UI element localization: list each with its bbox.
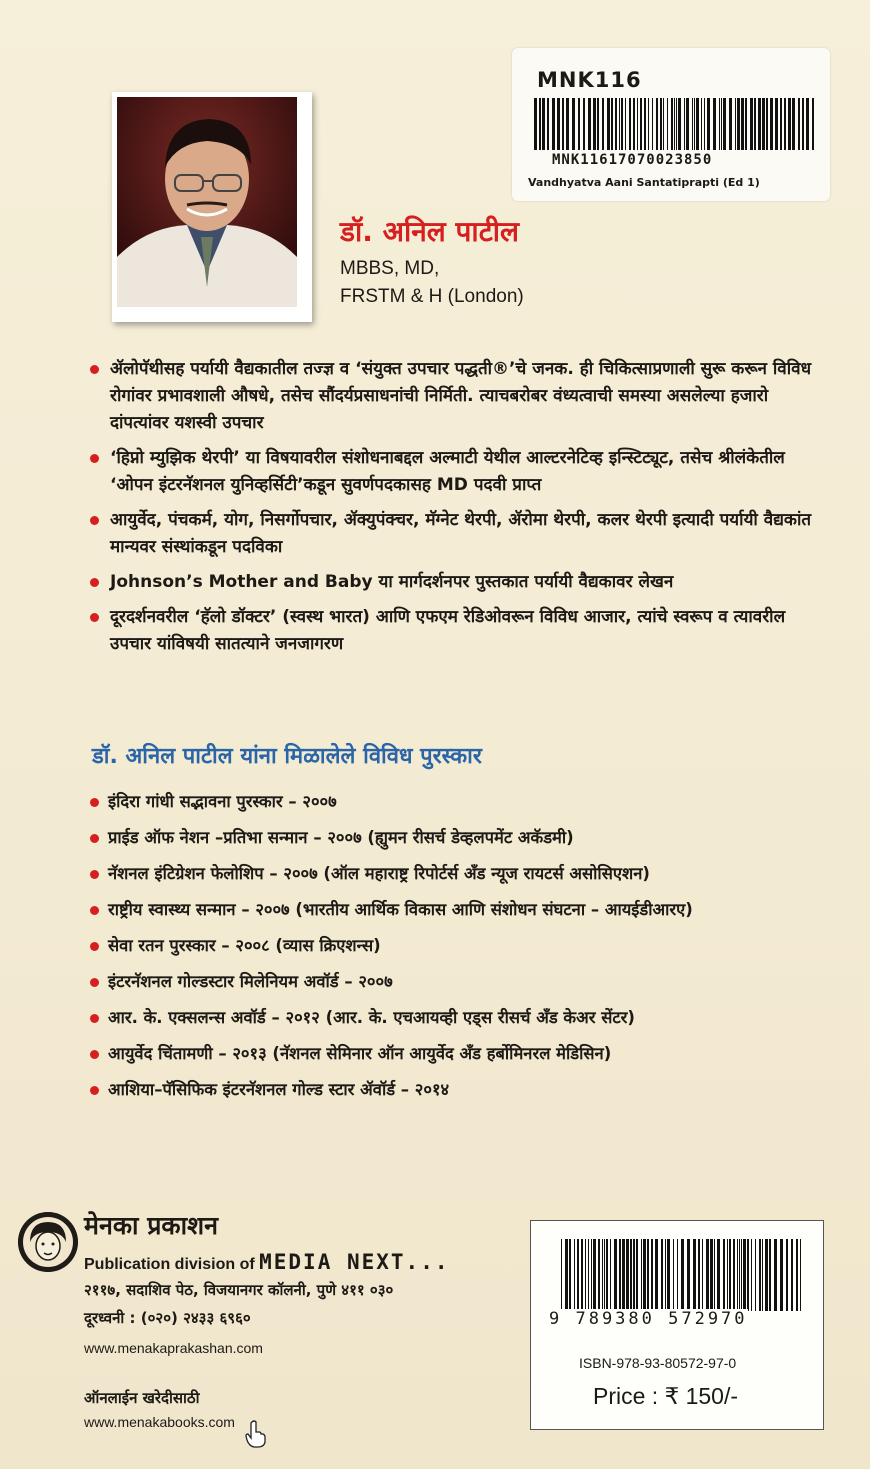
list-item: Johnson’s Mother and Baby या मार्गदर्शनपर पुस्तकात पर्यायी वैद्यकावर लेखन [90,569,830,596]
hand-pointer-icon [244,1420,266,1448]
list-item: आर. के. एक्सलन्स अवॉर्ड – २०१२ (आर. के. एचआयव्ही एड्स रीसर्च अँड केअर सेंटर) [90,1004,830,1032]
list-item: आयुर्वेद, पंचकर्म, योग, निसर्गोपचार, ॲक्युपंक्चर, मॅग्नेट थेरपी, ॲरोमा थेरपी, कलर थेरपी इत्यादी पर्यायी वैद्यकांत मान्यवर संस्थांकडून पदविका [90,507,830,561]
barcode-bar [733,1239,735,1311]
barcode-bar [686,98,689,150]
barcode-bar [739,1239,740,1311]
barcode-bar [648,98,649,150]
barcode-bar [762,1239,763,1311]
barcode-bar [661,1239,663,1311]
barcode-bar [745,98,747,150]
barcode-bar [714,1239,715,1311]
barcode-bar [588,1239,589,1311]
barcode-bar [534,98,537,150]
barcode-bar [625,98,626,150]
barcode-bar [780,1239,783,1311]
book-price: Price : ₹ 150/- [593,1383,739,1409]
barcode-bar [619,98,620,150]
barcode-bar [701,98,702,150]
barcode-bar [593,98,596,150]
author-photo [112,92,312,322]
barcode-bar [788,98,791,150]
barcode-bar [660,98,662,150]
barcode-bar [674,98,675,150]
barcode-bar [552,98,555,150]
barcode-bar [611,98,613,150]
barcode-bar [743,1239,746,1311]
barcode-bar [644,98,646,150]
barcode-bar [577,1239,579,1311]
list-item: राष्ट्रीय स्वास्थ्य सन्मान – २००७ (भारतीय आर्थिक विकास आणि संशोधन संघटना – आयईडीआरए) [90,896,830,924]
list-item: आयुर्वेद चिंतामणी – २०१३ (नॅशनल सेमिनार ऑन आयुर्वेद अँड हर्बोमिनरल मेडिसिन) [90,1040,830,1068]
barcode-bar [678,98,681,150]
publisher-division: Publication division of MEDIA NEXT... [84,1250,450,1274]
barcode-bar [713,98,716,150]
barcode-bar [775,98,778,150]
media-next-brand: MEDIA NEXT... [259,1250,450,1274]
barcode-bar [786,1239,788,1311]
barcode-bar [640,98,642,150]
sticker-code: MNK116 [537,68,642,92]
barcode-bar [687,1239,690,1311]
barcode-bar [741,98,744,150]
barcode-bar [597,98,599,150]
barcode-bar [723,1239,725,1311]
barcode-bar [630,1239,632,1311]
list-item: इंटरनॅशनल गोल्डस्टार मिलेनियम अवॉर्ड – २००७ [90,968,830,996]
barcode-bar [667,1239,670,1311]
barcode-bar [665,1239,666,1311]
barcode-bar [598,1239,600,1311]
publisher-address: २११७, सदाशिव पेठ, विजयानगर कॉलनी, पुणे ४११ ०३० [84,1281,394,1299]
barcode-bar [723,98,726,150]
publisher-website: www.menakaprakashan.com [84,1340,263,1356]
barcode-bar [774,1239,777,1311]
barcode-bar [651,1239,653,1311]
barcode-bar [698,1239,700,1311]
barcode-bar [671,98,673,150]
barcode-bar [802,98,804,150]
barcode-bar [606,1239,608,1311]
inventory-sticker [512,48,830,201]
barcode-bar [717,1239,720,1311]
barcode-bar [641,1239,642,1311]
barcode-bar [737,98,740,150]
barcode-bar [784,98,786,150]
barcode-bar [704,98,705,150]
barcode-bar [721,98,722,150]
barcode-bar [547,98,549,150]
barcode-bar [796,1239,798,1311]
barcode-bar [759,1239,761,1311]
barcode-bar [710,1239,713,1311]
barcode-bar [562,98,564,150]
barcode-bar [655,1239,658,1311]
barcode-bar [758,98,761,150]
barcode-bar [681,1239,684,1311]
barcode-bar [792,98,795,150]
barcode-bar [574,1239,575,1311]
online-store-website: www.menakabooks.com [84,1414,235,1430]
author-degrees: MBBS, MD, [340,258,440,279]
barcode-bar [602,1239,603,1311]
barcode-bar [798,98,800,150]
barcode-bar [719,98,720,150]
author-name: डॉ. अनिल पाटील [340,215,520,248]
barcode-bar [741,1239,742,1311]
list-item: नॅशनल इंटिग्रेशन फेलोशिप – २००७ (ऑल महाराष्ट्र रिपोर्टर्स अँड न्यूज रायटर्स असोसिएशन) [90,860,830,888]
barcode-bar [693,1239,696,1311]
list-item: आशिया–पॅसिफिक इंटरनॅशनल गोल्ड स्टार ॲवॉर्ड – २०१४ [90,1076,830,1104]
barcode-bar [542,98,545,150]
barcode-bar [565,1239,568,1311]
awards-list [90,788,830,1112]
barcode-bar [702,1239,703,1311]
barcode-bar [621,98,623,150]
isbn-barcode-digits: 9 789380 572970 [549,1309,748,1329]
barcode-bar [572,98,575,150]
barcode-bar [604,1239,605,1311]
barcode-bar [729,98,732,150]
list-item: सेवा रतन पुरस्कार – २००८ (व्यास क्रिएशन्स) [90,932,830,960]
barcode-bar [750,98,753,150]
barcode-bar [622,1239,625,1311]
barcode-bar [694,98,695,150]
barcode-bar [581,1239,583,1311]
barcode-bar [707,98,710,150]
barcode-bar [593,1239,596,1311]
barcode-bar [706,1239,709,1311]
barcode-bar [747,1239,749,1311]
barcode-bar [619,1239,621,1311]
list-item: ‘हिप्नो म्युझिक थेरपी’ या विषयावरील संशोधनाबद्दल अल्माटी येथील आल्टरनेटिव्ह इन्स्टिट्यूट, तसेच श्रीलंकेतील ‘ओपन इंटरनॅशनल युनिव्हर्सिटी’कडून सुवर्णपदकासह MD पदवी प्राप्त [90,445,830,499]
barcode-bar [762,98,765,150]
barcode-bar [633,1239,635,1311]
barcode-bar [791,1239,793,1311]
barcode-bar [566,98,569,150]
isbn-barcode-box [530,1220,824,1430]
barcode-bar [677,1239,678,1311]
barcode-bar [637,98,638,150]
publisher-name: मेनका प्रकाशन [84,1211,218,1240]
barcode-bar [656,98,658,150]
barcode-bar [652,98,653,150]
barcode-bar [614,1239,617,1311]
online-purchase-label: ऑनलाईन खरेदीसाठी [84,1389,200,1407]
barcode-bar [557,98,560,150]
list-item: दूरदर्शनवरील ‘हॅलो डॉक्टर’ (स्वस्थ भारत) आणि एफएम रेडिओवरून विविध आजार, त्यांचे स्वरूप व त्यावरील उपचार यांविषयी सातत्याने जनजागरण [90,604,830,658]
publisher-phone: दूरध्वनी : (०२०) २४३३ ६९६० [84,1309,251,1327]
barcode-bar [812,98,814,150]
barcode-bar [806,98,809,150]
barcode-bar [636,1239,638,1311]
barcode-bar [615,98,617,150]
barcode-bar [588,98,591,150]
sticker-book-title: Vandhyatva Aani Santatiprapti (Ed 1) [528,176,760,189]
barcode-bar [692,98,693,150]
barcode-bar [591,1239,592,1311]
list-item: ॲलोपॅथीसह पर्यायी वैद्यकातील तज्ज्ञ व ‘संयुक्त उपचार पद्धती®’चे जनक. ही चिकित्साप्रणाली सुरू करून विविध रोगांवर प्रभावशाली औषधे, तसेच सौंदर्यप्रसाधनांची निर्मिती. त्याचबरोबर वंध्यत्वाची समस्या असलेल्या हजारो दांपत्यांवर यशस्वी उपचार [90,356,830,437]
barcode-bar [583,98,585,150]
barcode-bar [602,98,604,150]
isbn-number: ISBN-978-93-80572-97-0 [579,1355,737,1371]
barcode-bar [769,1239,771,1311]
author-degrees-secondary: FRSTM & H (London) [340,286,524,307]
barcode-bar [765,1239,768,1311]
list-item: प्राईड ऑफ नेशन –प्रतिभा सन्मान – २००७ (ह्युमन रीसर्च डेव्हलपमेंट अकॅडमी) [90,824,830,852]
barcode-bar [737,1239,738,1311]
list-item: इंदिरा गांधी सद्भावना पुरस्कार – २००७ [90,788,830,816]
sticker-barcode-number: MNK11617070023850 [552,152,713,168]
barcode-bar [727,1239,728,1311]
barcode-bar [607,98,610,150]
barcode-bar [729,1239,731,1311]
barcode-bar [766,98,768,150]
barcode-bar [610,1239,611,1311]
barcode-bar [673,1239,674,1311]
awards-heading: डॉ. अनिल पाटील यांना मिळालेले विविध पुरस्कार [92,744,482,769]
barcode-bar [539,98,541,150]
barcode-bar [755,1239,756,1311]
publisher-logo-icon [18,1212,78,1272]
barcode-bar [663,98,664,150]
barcode-bar [643,1239,646,1311]
barcode-bar [676,98,677,150]
barcode-bar [800,1239,801,1311]
barcode-bar [647,1239,649,1311]
barcode-bar [667,98,668,150]
barcode-bar [626,1239,629,1311]
barcode-bar [735,98,736,150]
barcode-bar [561,1239,562,1311]
barcode-bar [780,98,782,150]
barcode-bar [585,1239,586,1311]
barcode-bar [633,98,635,150]
barcode-bar [629,98,631,150]
barcode-bar [751,1239,752,1311]
barcode-bar [569,1239,571,1311]
barcode-bar [684,98,685,150]
barcode-bar [578,98,580,150]
barcode-bar [696,98,699,150]
achievements-list [90,356,830,666]
barcode-bar [754,98,756,150]
barcode-bar [770,98,773,150]
